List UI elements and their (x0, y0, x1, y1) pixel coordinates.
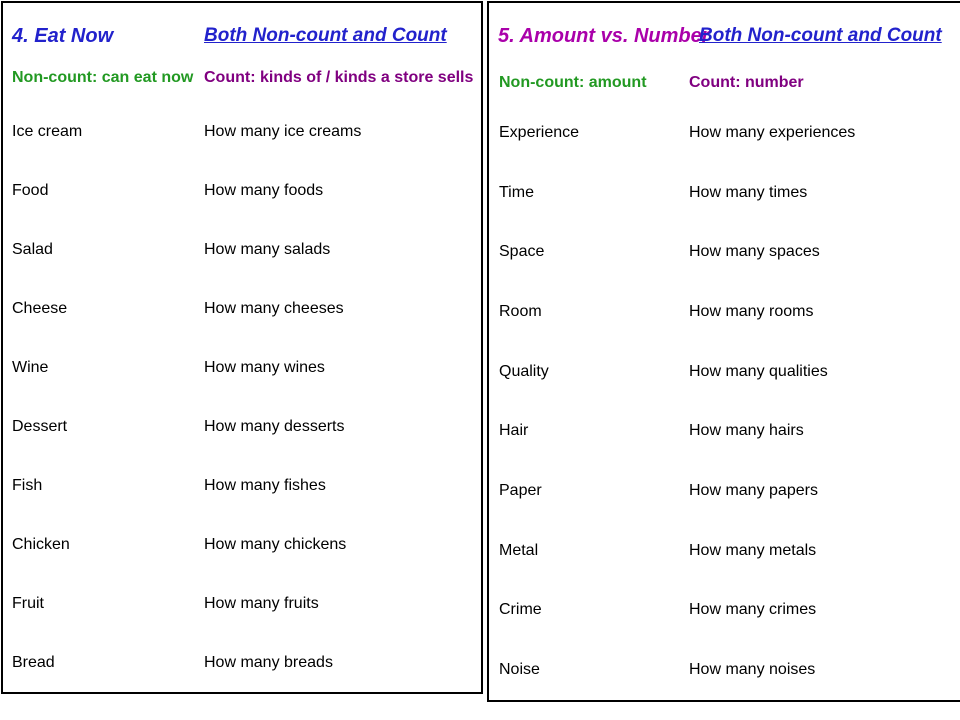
question-cell: How many noises (689, 661, 816, 679)
table-row (489, 581, 960, 641)
noun-cell: Time (499, 183, 534, 201)
noun-cell: Fruit (12, 594, 44, 612)
noun-cell: Ice cream (12, 123, 83, 141)
noun-cell: Paper (499, 482, 542, 500)
table-row (489, 402, 960, 462)
noun-cell: Room (499, 302, 542, 320)
table-row (3, 633, 481, 692)
table-row (3, 398, 481, 457)
question-cell: How many fishes (204, 476, 326, 494)
noun-cell: Metal (499, 541, 539, 559)
question-cell: How many rooms (689, 302, 814, 320)
noun-cell: Chicken (12, 535, 70, 553)
noun-cell: Quality (499, 362, 549, 380)
noun-cell: Wine (12, 359, 49, 377)
table-row (489, 521, 960, 581)
table-row (3, 339, 481, 398)
question-cell: How many fruits (204, 594, 319, 612)
question-cell: How many chickens (204, 535, 347, 553)
question-cell: How many crimes (689, 601, 817, 619)
noun-cell: Space (499, 243, 545, 261)
table-row (3, 515, 481, 574)
table-row (489, 342, 960, 402)
count-label: Count: number (689, 74, 804, 91)
noun-cell: Hair (499, 422, 529, 440)
noun-cell: Experience (499, 123, 580, 141)
panel-subtitle: Both Non-count and Count (699, 25, 942, 46)
noun-cell: Salad (12, 241, 53, 259)
rows-container (3, 103, 481, 692)
noncount-label: Non-count: amount (499, 74, 647, 91)
question-cell: How many qualities (689, 362, 828, 380)
table-row (489, 282, 960, 342)
panel-title: 5. Amount vs. Number (498, 25, 710, 47)
question-cell: How many desserts (204, 417, 345, 435)
noun-cell: Dessert (12, 417, 68, 435)
question-cell: How many spaces (689, 243, 820, 261)
question-cell: How many cheeses (204, 300, 344, 318)
noun-cell: Fish (12, 476, 43, 494)
table-row (489, 461, 960, 521)
question-cell: How many metals (689, 541, 817, 559)
question-cell: How many wines (204, 359, 325, 377)
question-cell: How many times (689, 183, 808, 201)
rows-container (489, 103, 960, 700)
table-row (3, 280, 481, 339)
table-row (3, 221, 481, 280)
question-cell: How many foods (204, 182, 324, 200)
panel-amount-vs-number (487, 1, 960, 702)
noun-cell: Crime (499, 601, 542, 619)
table-row (3, 456, 481, 515)
table-row (489, 103, 960, 163)
table-row (3, 103, 481, 162)
question-cell: How many hairs (689, 422, 804, 440)
table-row (489, 163, 960, 223)
noun-cell: Food (12, 182, 49, 200)
question-cell: How many ice creams (204, 123, 362, 141)
noncount-label: Non-count: can eat now (12, 69, 194, 86)
count-label: Count: kinds of / kinds a store sells (204, 69, 474, 86)
question-cell: How many experiences (689, 123, 856, 141)
question-cell: How many papers (689, 482, 818, 500)
question-cell: How many salads (204, 241, 331, 259)
table-row (489, 640, 960, 700)
question-cell: How many breads (204, 653, 333, 671)
table-row (3, 574, 481, 633)
table-row (489, 222, 960, 282)
noun-cell: Noise (499, 661, 540, 679)
panel-title: 4. Eat Now (12, 25, 114, 47)
panel-subtitle: Both Non-count and Count (204, 25, 447, 46)
noun-cell: Bread (12, 653, 55, 671)
table-row (3, 162, 481, 221)
panel-eat-now (1, 1, 483, 694)
noun-cell: Cheese (12, 300, 68, 318)
